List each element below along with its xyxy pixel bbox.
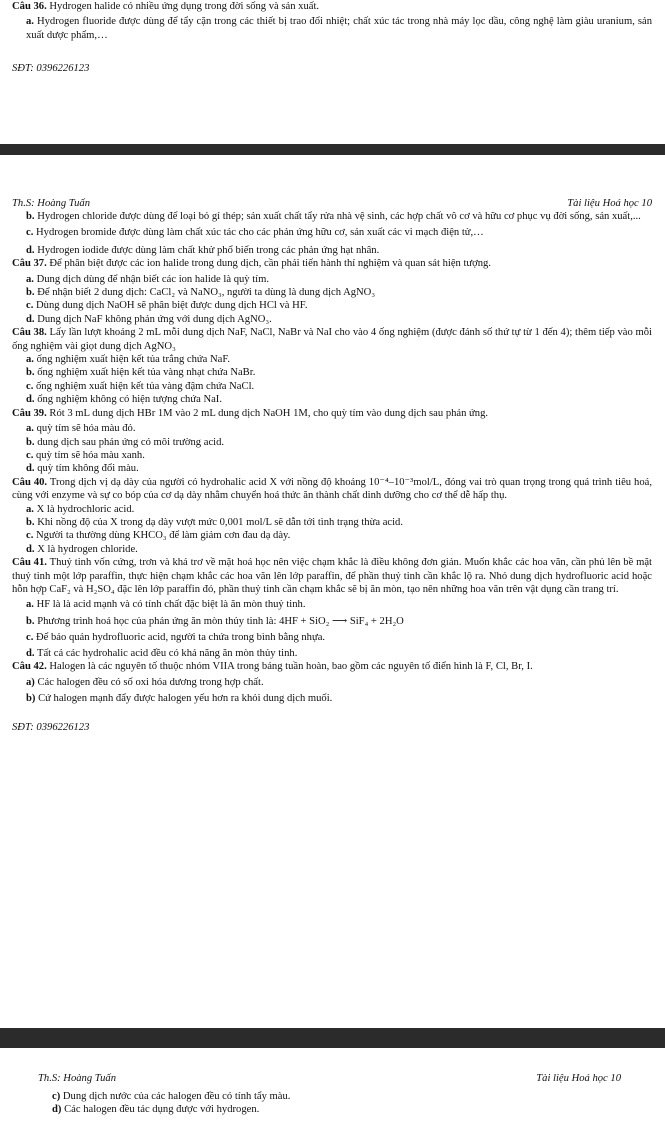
header-author: Th.S: Hoàng Tuấn bbox=[38, 1073, 116, 1084]
question-36-option-c: c. Hydrogen bromide được dùng làm chất xúc tác cho các phản ứng hữu cơ, sản xuất các vi mạch điện tử,… bbox=[26, 227, 484, 239]
question-36: Câu 36. Hydrogen halide có nhiều ứng dụng trong đời sống và sản xuất. bbox=[12, 1, 320, 12]
phone-footer: SĐT: 0396226123 bbox=[12, 63, 90, 75]
question-37-option-c: c. Dùng dung dịch NaOH sẽ phân biệt được dung dịch HCl và HF. bbox=[26, 300, 308, 312]
question-37-option-b: b. Để nhận biết 2 dung dịch: CaCl₂ và NaNO₃, người ta dùng là dung dịch AgNO₃ bbox=[26, 287, 376, 299]
question-41-option-d: d. Tất cả các hydrohalic acid đều có khả năng ăn mòn thủy tinh. bbox=[26, 647, 298, 659]
question-37: Câu 37. Để phân biệt được các ion halide trong dung dịch, cần phải tiến hành thí nghiệm và quan sát hiện tượng. bbox=[12, 258, 491, 270]
header-doc-title: Tài liệu Hoá học 10 bbox=[567, 198, 652, 209]
question-39: Câu 39. Rót 3 mL dung dịch HBr 1M vào 2 mL dung dịch NaOH 1M, cho quỳ tím vào dung dịch sau phản ứng. bbox=[12, 407, 489, 419]
page-separator bbox=[0, 144, 665, 155]
phone-footer: SĐT: 0396226123 bbox=[12, 722, 90, 734]
question-41-option-a: a. HF là là acid mạnh và có tính chất đặc biệt là ăn mòn thuỷ tinh. bbox=[26, 599, 306, 611]
question-37-option-d: d. Dung dịch NaF không phản ứng với dung dịch AgNO₃. bbox=[26, 313, 272, 325]
question-36-option-a: a. Hydrogen fluoride được dùng để tẩy cặn trong các thiết bị trao đổi nhiệt; chất xúc tác trong nhà máy lọc dầu, công nghệ làm giàu uranium, sản xuất dược phẩm,… bbox=[26, 16, 652, 41]
question-42: Câu 42. Halogen là các nguyên tố thuộc nhóm VIIA trong bảng tuần hoàn, bao gồm các nguyên tố điển hình là F, Cl, Br, I. bbox=[12, 661, 533, 672]
question-40-option-a: a. X là hydrochloric acid. bbox=[26, 503, 135, 515]
question-42-option-d: d) Các halogen đều tác dụng được với hydrogen. bbox=[52, 1104, 260, 1116]
question-38-option-a: a. ống nghiệm xuất hiện kết tủa trắng chứa NaF. bbox=[26, 354, 231, 366]
question-39-option-a: a. quỳ tím sẽ hóa màu đỏ. bbox=[26, 423, 136, 435]
header-author: Th.S: Hoàng Tuấn bbox=[12, 198, 90, 209]
question-41-option-c: c. Để bảo quản hydrofluoric acid, người ta chứa trong bình bằng nhựa. bbox=[26, 632, 326, 644]
question-38-option-d: d. ống nghiệm không có hiện tượng chứa NaI. bbox=[26, 394, 222, 406]
question-40: Câu 40. Trong dịch vị dạ dày của người có hydrohalic acid X với nồng độ khoảng 10⁻⁴–10⁻³mol/L, đóng vai trò quan trọng trong quá trình tiêu hoá, cùng với enzyme và sự co bóp của cơ dạ dày nhằm chuyển hoá thức ăn thành chất dinh dưỡng cho cơ thể dễ hấp thụ. bbox=[12, 476, 652, 502]
question-36-option-d: d. Hydrogen iodide được dùng làm chất khử phổ biến trong các phản ứng hạt nhân. bbox=[26, 244, 380, 256]
page-header bbox=[12, 197, 652, 210]
question-36-option-b: b. Hydrogen chloride được dùng để loại bỏ gỉ thép; sản xuất chất tẩy rửa nhà vệ sinh, các hợp chất vô cơ và hữu cơ phục vụ đời sống, sản xuất,... bbox=[26, 211, 641, 222]
question-40-option-b: b. Khi nồng độ của X trong dạ dày vượt mức 0,001 mol/L sẽ dẫn tới tình trạng thừa acid. bbox=[26, 516, 403, 528]
question-41-option-b: b. Phương trình hoá học của phản ứng ăn mòn thủy tinh là: 4HF + SiO₂ ⟶ SiF₄ + 2H₂O bbox=[26, 615, 404, 627]
question-42-option-a: a) Các halogen đều có số oxi hóa dương trong hợp chất. bbox=[26, 677, 264, 689]
question-38-option-b: b. ống nghiệm xuất hiện kết tủa vàng nhạt chứa NaBr. bbox=[26, 367, 256, 379]
question-39-option-c: c. quỳ tím sẽ hóa màu xanh. bbox=[26, 449, 145, 461]
question-42-option-b: b) Cứ halogen mạnh đẩy được halogen yếu hơn ra khỏi dung dịch muối. bbox=[26, 692, 333, 704]
question-38-option-c: c. ống nghiệm xuất hiện kết tủa vàng đậm chứa NaCl. bbox=[26, 380, 255, 392]
question-40-option-d: d. X là hydrogen chloride. bbox=[26, 543, 138, 555]
page-1 bbox=[0, 0, 665, 144]
page-separator bbox=[0, 1028, 665, 1048]
header-doc-title: Tài liệu Hoá học 10 bbox=[536, 1073, 621, 1084]
question-40-option-c: c. Người ta thường dùng KHCO₃ để làm giảm cơn đau dạ dày. bbox=[26, 530, 291, 542]
page-3 bbox=[0, 1048, 665, 1148]
question-39-option-b: b. dung dịch sau phản ứng có môi trường acid. bbox=[26, 436, 225, 448]
question-42-option-c: c) Dung dịch nước của các halogen đều có tính tẩy màu. bbox=[52, 1091, 291, 1102]
page-2 bbox=[0, 155, 665, 1028]
question-37-option-a: a. Dung dịch dùng để nhận biết các ion halide là quỳ tím. bbox=[26, 273, 270, 285]
page-header bbox=[38, 1072, 621, 1085]
question-38: Câu 38. Lấy lần lượt khoảng 2 mL mỗi dung dịch NaF, NaCl, NaBr và NaI cho vào 4 ống nghiệm (được đánh số thứ tự từ 1 đến 4); thêm tiếp vào mỗi ống nghiệm vài giọt dung dịch AgNO₃ bbox=[12, 327, 652, 352]
question-41: Câu 41. Thuỷ tinh vốn cứng, trơn và khá trơ về mặt hoá học nên việc chạm khắc là điều không đơn giản. Muốn khắc các hoa văn, cần phủ lên bề mặt thuỷ tinh một lớp paraffin, thực hiện chạm khắc các hoa văn lên lớp paraffin, để phần thuỷ tinh cần khắc lộ ra. Nhỏ dung dịch hydrofluoric acid hoặc hỗn hợp CaF₂ và H₂SO₄ đặc lên lớp paraffin đó, phần thuỷ tinh cần chạm khắc sẽ bị ăn mòn, tạo nên những hoa văn trên vật dụng cần trang trí. bbox=[12, 557, 652, 595]
question-39-option-d: d. quỳ tím không đổi màu. bbox=[26, 463, 139, 475]
